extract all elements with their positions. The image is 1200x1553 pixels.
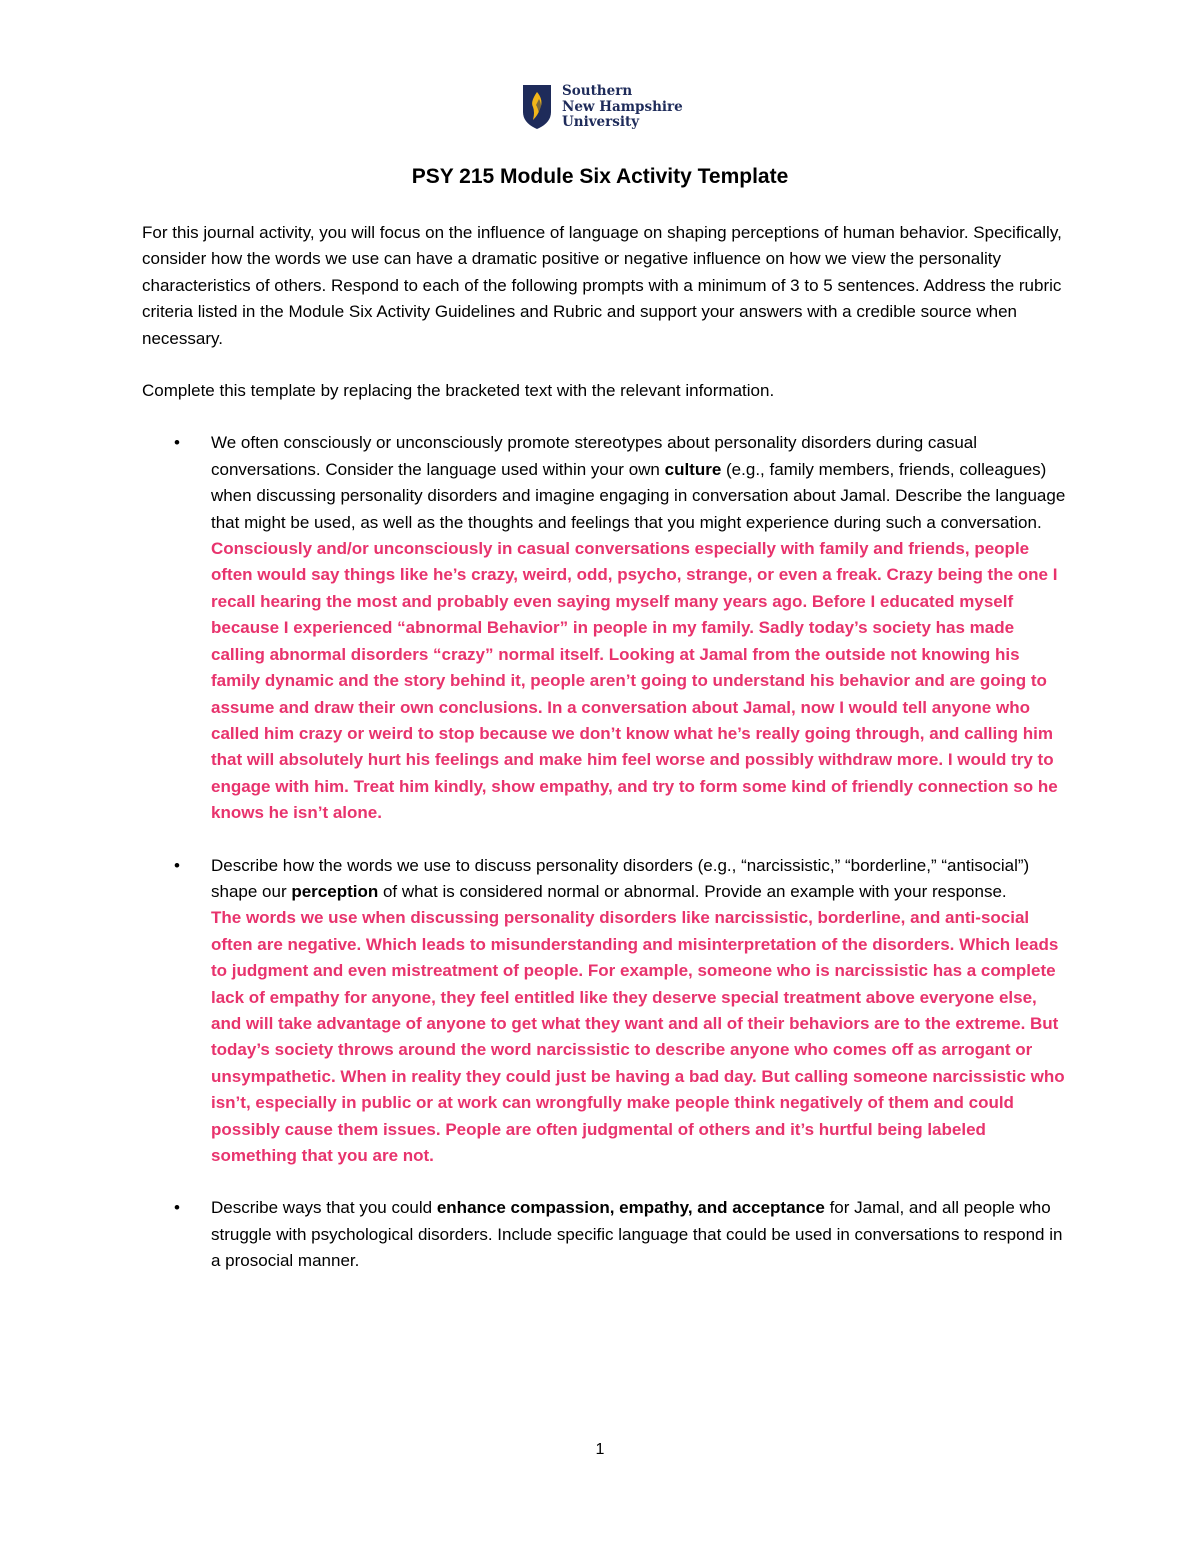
prompt-question <box>211 853 1067 906</box>
prompt-text-post: (e.g., family members, friends, colleagues) when discussing personality disorders and imagine engaging in conversation about Jamal. Describe the language that might be used, as well as the thoughts and feelings that you might experience during such a conversation. <box>211 459 1066 532</box>
prompt-keyword: perception <box>291 881 379 901</box>
document-body <box>142 220 1067 1301</box>
instruction-paragraph: Complete this template by replacing the bracketed text with the relevant information. <box>142 381 775 401</box>
document-title: PSY 215 Module Six Activity Template <box>411 165 789 188</box>
prompt-text-pre: We often consciously or unconsciously promote stereotypes about personality disorders during casual conversations. Consider the language used within your own <box>211 433 978 479</box>
prompt-keyword: culture <box>664 459 722 479</box>
bullet-icon: • <box>174 855 180 875</box>
prompt-text-pre: Describe how the words we use to discuss personality disorders (e.g., “narcissistic,” “borderline,” “antisocial”) shape our <box>211 855 1030 901</box>
prompt-keyword: enhance compassion, empathy, and acceptance <box>436 1198 825 1218</box>
bullet-icon: • <box>174 1198 180 1218</box>
prompt-item <box>142 1195 1067 1274</box>
logo-line-1: Southern <box>562 83 633 99</box>
prompt-question <box>211 1195 1067 1274</box>
prompt-question <box>211 430 1067 536</box>
intro-paragraph: For this journal activity, you will focus on the influence of language on shaping perceptions of human behavior. Specifically, consider how the words we use can have a dramatic positive or negative influence on how we view the personality characteristics of others. Respond to each of the following prompts with a minimum of 3 to 5 sentences. Address the rubric criteria listed in the Module Six Activity Guidelines and Rubric and support your answers with a credible source when necessary. <box>142 223 1062 348</box>
prompt-item <box>142 853 1067 1170</box>
prompt-list <box>142 430 1067 1274</box>
bullet-icon: • <box>174 433 180 453</box>
snhu-shield-icon <box>522 84 552 130</box>
page-number: 1 <box>595 1441 605 1458</box>
prompt-answer: The words we use when discussing personality disorders like narcissistic, borderline, and anti-social often are negative. Which leads to misunderstanding and misinterpretation of the disorders. Which leads to judgment and even mistreatment of people. For example, someone who is narcissistic has a complete lack of empathy for anyone, they feel entitled like they deserve special treatment above everyone else, and will take advantage of anyone to get what they want and all of their behaviors are to the extreme. But today’s society throws around the word narcissistic to describe anyone who comes off as arrogant or unsympathetic. When in reality they could just be having a bad day. But calling someone narcissistic who isn’t, especially in public or at work can wrongfully make people think negatively of them and could possibly cause them issues. People are often judgmental of others and it’s hurtful being labeled something that you are not. <box>211 908 1065 1165</box>
snhu-logo <box>522 84 683 131</box>
prompt-answer: Consciously and/or unconsciously in casual conversations especially with family and friends, people often would say things like he’s crazy, weird, odd, psycho, strange, or even a freak. Crazy being the one I recall hearing the most and probably even saying myself many years ago. Before I educated myself because I experienced “abnormal Behavior” in people in my family. Sadly today’s society has made calling abnormal disorders “crazy” normal itself. Looking at Jamal from the outside not knowing his family dynamic and the story behind it, people aren’t going to understand his behavior and are going to assume and draw their own conclusions. In a conversation about Jamal, now I would tell anyone who called him crazy or weird to stop because we don’t know what he’s really going through, and calling him that will absolutely hurt his feelings and make him feel worse and possibly withdraw more. I would try to engage with him. Treat him kindly, show empathy, and try to form some kind of friendly connection so he knows he isn’t alone. <box>211 539 1058 823</box>
prompt-text-post: for Jamal, and all people who struggle with psychological disorders. Include specific language that could be used in conversations to respond in a prosocial manner. <box>211 1198 1063 1271</box>
logo-wordmark <box>562 84 683 131</box>
logo-line-3: University <box>562 114 640 130</box>
prompt-item <box>142 430 1067 826</box>
prompt-text-post: of what is considered normal or abnormal. Provide an example with your response. <box>378 881 1007 901</box>
logo-line-2: New Hampshire <box>562 98 683 115</box>
prompt-text-pre: Describe ways that you could <box>211 1198 437 1218</box>
